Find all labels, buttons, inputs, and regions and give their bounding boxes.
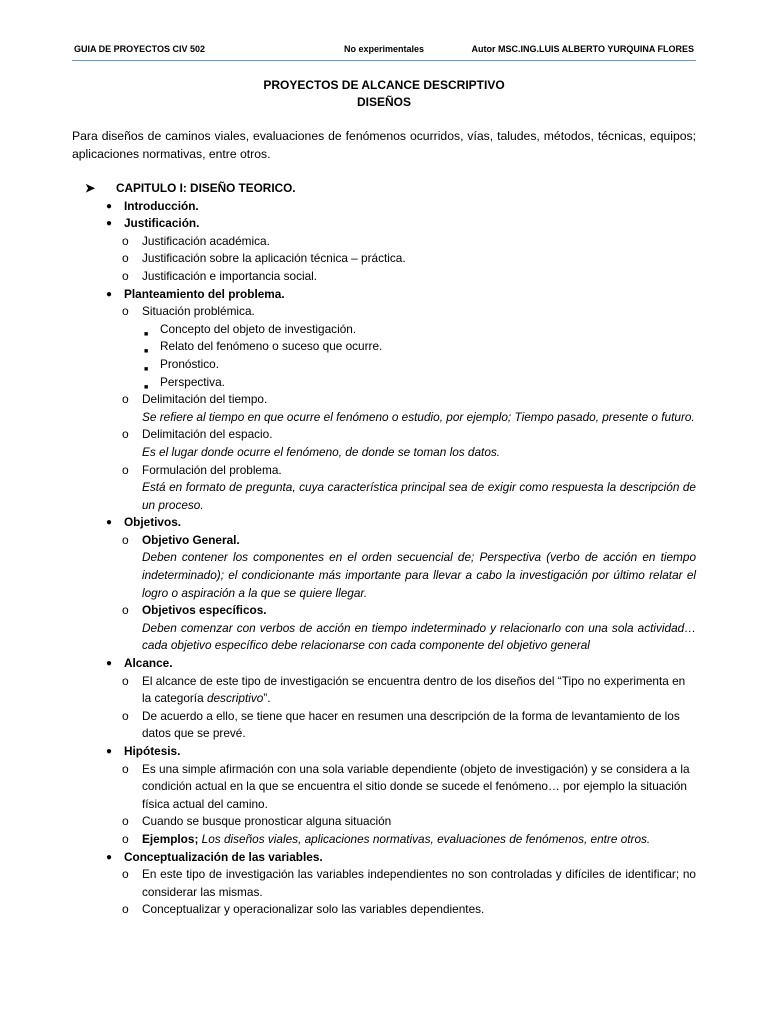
page-header	[72, 44, 696, 61]
list-item-text: Perspectiva.	[160, 374, 225, 389]
header-author: Autor MSC.ING.LUIS ALBERTO YURQUINA FLORES	[471, 44, 694, 54]
list-item-text: Concepto del objeto de investigación.	[160, 321, 357, 336]
list-item-text: Situación problémica.	[142, 304, 255, 319]
list-item	[72, 215, 696, 233]
list-item	[72, 673, 696, 708]
circle-bullet-icon: o	[122, 761, 129, 776]
circle-bullet-icon: o	[122, 603, 129, 618]
circle-bullet-icon: o	[122, 304, 129, 319]
circle-bullet-icon: o	[122, 251, 129, 266]
list-item	[72, 303, 696, 321]
page-title: PROYECTOS DE ALCANCE DESCRIPTIVO	[263, 78, 505, 92]
item-conceptualizacion: Conceptualización de las variables.	[124, 849, 323, 864]
bullet-icon: ●	[106, 218, 113, 230]
list-item	[72, 743, 696, 761]
list-item	[72, 602, 696, 655]
list-item	[72, 338, 696, 356]
item-hipotesis: Hipótesis.	[124, 744, 181, 758]
list-item	[72, 426, 696, 461]
item-alcance: Alcance.	[124, 656, 173, 671]
list-item-text: El alcance de este tipo de investigación se encuentra dentro de los diseños del “Tipo no experimenta en la categoría	[142, 673, 686, 706]
list-item	[72, 901, 696, 919]
list-item	[72, 866, 696, 901]
list-item	[72, 831, 696, 849]
list-item	[72, 391, 696, 426]
list-item	[72, 761, 696, 814]
item-objetivos: Objetivos.	[124, 515, 182, 530]
item-introduccion: Introducción.	[124, 198, 199, 213]
list-item-text: Delimitación del espacio.	[142, 427, 273, 442]
arrow-icon: ➤	[85, 181, 95, 195]
item-description: Es el lugar donde ocurre el fenómeno, de donde se toman los datos.	[142, 444, 501, 459]
item-description: Está en formato de pregunta, cuya característica principal sea de exigir como respuesta la descripción de un proceso.	[142, 480, 696, 512]
list-item-text: Los diseños viales, aplicaciones normativas, evaluaciones de fenómenos, entre otros.	[198, 831, 651, 846]
bullet-icon: ●	[106, 200, 113, 212]
item-description: Deben comenzar con verbos de acción en tiempo indeterminado y relacionarlo con una sola actividad… cada objetivo específico debe relacionarse con cada componente del objetivo general	[142, 620, 696, 653]
list-item-text: Justificación sobre la aplicación técnica – práctica.	[142, 251, 406, 266]
chapter-title: CAPITULO I: DISEÑO TEORICO.	[116, 181, 296, 195]
list-item-text: Pronóstico.	[160, 356, 220, 371]
square-bullet-icon: ■	[144, 365, 149, 373]
intro-paragraph: Para diseños de caminos viales, evaluaciones de fenómenos ocurridos, vías, taludes, métodos, técnicas, equipos; aplicaciones normativas, entre otros.	[72, 129, 696, 161]
bullet-icon: ●	[106, 517, 113, 529]
list-item	[72, 356, 696, 374]
circle-bullet-icon: o	[122, 532, 129, 547]
list-item	[72, 655, 696, 673]
list-item	[72, 514, 696, 532]
list-item-text: En este tipo de investigación las variables independientes no son controladas y difíciles de identificar; no considerar las mismas.	[142, 867, 696, 899]
list-item-text: Formulación del problema.	[142, 462, 282, 477]
list-item-text: Delimitación del tiempo.	[142, 392, 268, 407]
item-justificacion: Justificación.	[124, 216, 200, 231]
circle-bullet-icon: o	[122, 831, 129, 846]
bullet-icon: ●	[106, 851, 113, 863]
list-item	[72, 233, 696, 251]
square-bullet-icon: ■	[144, 383, 149, 391]
item-description: Se refiere al tiempo en que ocurre el fenómeno o estudio, por ejemplo; Tiempo pasado, presente o futuro.	[142, 409, 695, 424]
bullet-icon: ●	[106, 658, 113, 670]
list-item-text: De acuerdo a ello, se tiene que hacer en resumen una descripción de la forma de levantamiento de los datos que se prevé.	[142, 708, 680, 741]
list-item-text: Justificación académica.	[142, 233, 270, 248]
circle-bullet-icon: o	[122, 233, 129, 248]
header-course: GUIA DE PROYECTOS CIV 502	[74, 44, 206, 54]
square-bullet-icon: ■	[144, 348, 149, 356]
list-item	[72, 462, 696, 515]
list-item-text: Objetivo General.	[142, 532, 240, 547]
circle-bullet-icon: o	[122, 867, 129, 882]
bullet-icon: ●	[106, 746, 113, 757]
list-item	[72, 286, 696, 304]
square-bullet-icon: ■	[144, 330, 149, 338]
list-item	[72, 813, 696, 831]
list-item-text: Relato del fenómeno o suceso que ocurre.	[160, 339, 383, 354]
circle-bullet-icon: o	[122, 814, 129, 829]
circle-bullet-icon: o	[122, 462, 129, 477]
list-item-text: Objetivos específicos.	[142, 603, 267, 618]
chapter-heading	[72, 180, 696, 198]
list-item	[72, 849, 696, 867]
list-item-text: Cuando se busque pronosticar alguna situación	[142, 814, 392, 829]
list-item-text: Conceptualizar y operacionalizar solo las variables dependientes.	[142, 902, 485, 917]
circle-bullet-icon: o	[122, 902, 129, 917]
circle-bullet-icon: o	[122, 708, 129, 723]
header-category: No experimentales	[344, 44, 425, 54]
list-item	[72, 708, 696, 743]
list-item-text-end: ”.	[263, 691, 271, 706]
emphasis-text: descriptivo	[206, 691, 264, 706]
list-item	[72, 268, 696, 286]
circle-bullet-icon: o	[122, 427, 129, 442]
list-item	[72, 250, 696, 268]
circle-bullet-icon: o	[122, 392, 129, 407]
circle-bullet-icon: o	[122, 268, 129, 283]
bullet-icon: ●	[106, 288, 113, 300]
list-item	[72, 532, 696, 602]
list-item	[72, 321, 696, 339]
list-item	[72, 198, 696, 216]
page-subtitle: DISEÑOS	[356, 95, 411, 109]
list-item-text: Justificación e importancia social.	[142, 268, 318, 283]
item-description: Deben contener los componentes en el orden secuencial de; Perspectiva (verbo de acción en tiempo indeterminado); el condicionante más importante para llevar a cabo la investigación por último relatar el logro o aspiración a la que se quiere llegar.	[142, 550, 696, 600]
list-item-label: Ejemplos;	[142, 831, 199, 846]
document-outline	[72, 180, 696, 919]
list-item	[72, 374, 696, 392]
list-item-text: Es una simple afirmación con una sola variable dependiente (objeto de investigación) y se considera a la condición actual en la que se encuentra el sitio donde se sucede el fenómeno… por ejemplo la situación física actual del camino.	[142, 761, 690, 811]
item-planteamiento: Planteamiento del problema.	[124, 286, 285, 301]
circle-bullet-icon: o	[122, 673, 129, 688]
